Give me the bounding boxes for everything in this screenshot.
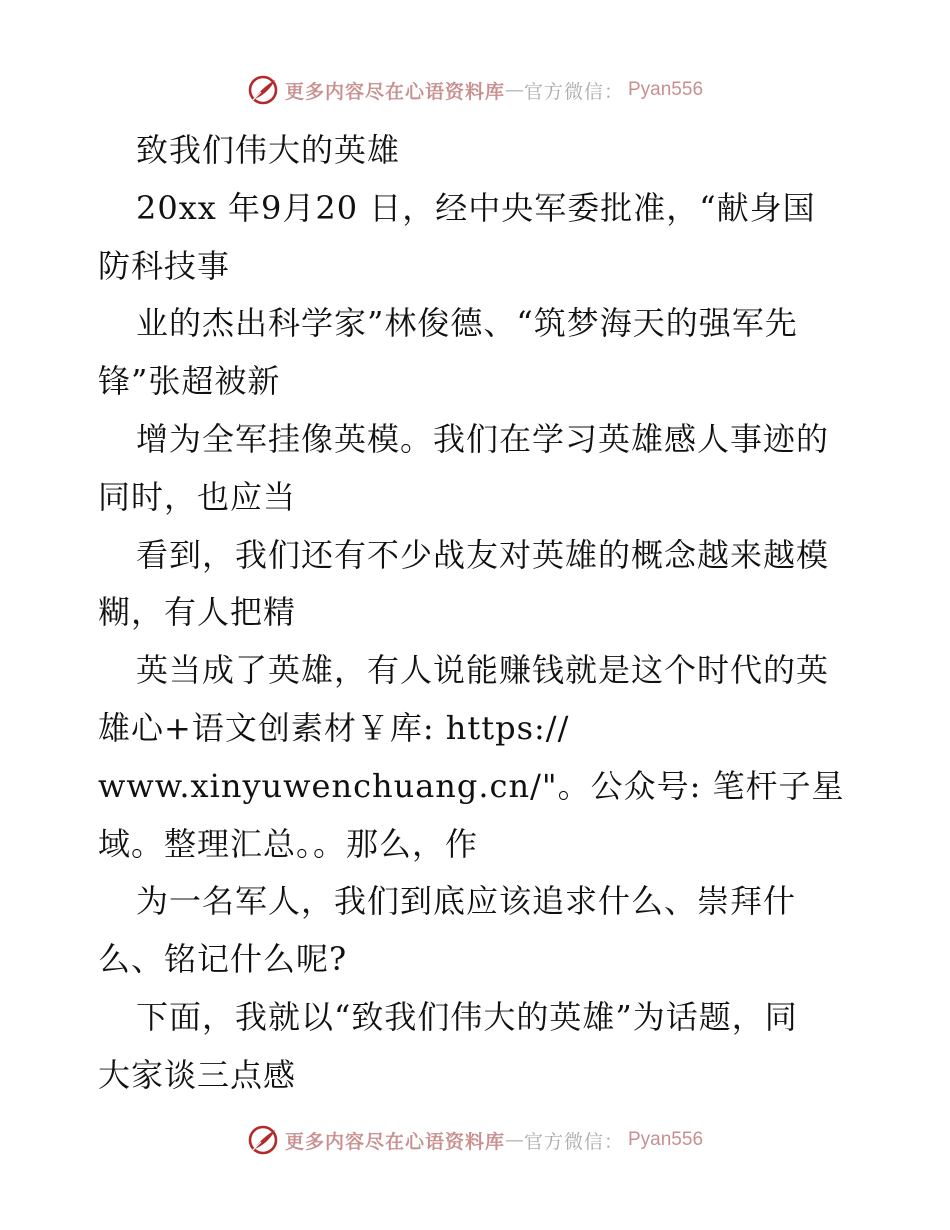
body-line-title: 致我们伟大的英雄 (136, 131, 401, 169)
document-body (98, 122, 858, 1105)
body-line: 英当成了英雄，有人说能赚钱就是这个时代的英 (136, 651, 830, 690)
banner-dash: — (504, 79, 524, 101)
quill-logo-icon (247, 74, 279, 106)
body-line: 域。整理汇总。。那么，作 (98, 824, 479, 863)
banner-wechat-label: 官方微信： (523, 1130, 624, 1153)
body-line: 锋”张超被新 (98, 362, 281, 401)
banner-wechat-id: Pyan556 (628, 1129, 704, 1150)
banner-dash: — (504, 1129, 524, 1151)
body-line: 雄心+语文创素材￥库: https:// (98, 708, 570, 747)
body-line: 20xx 年9月20 日，经中央军委批准，“献身国 (136, 188, 816, 227)
body-line: 为一名军人，我们到底应该追求什么、崇拜什 (136, 882, 797, 921)
header-banner (0, 70, 950, 110)
body-line: 增为全军挂像英模。我们在学习英雄感人事迹的 (136, 419, 830, 458)
quill-logo-icon (247, 1124, 279, 1156)
body-line: 业的杰出科学家”林俊德、“筑梦海天的强军先 (136, 304, 798, 343)
footer-banner (0, 1120, 950, 1160)
banner-brand-text: 更多内容尽在心语资料库 (284, 1130, 505, 1153)
body-line: 同时，也应当 (98, 477, 297, 516)
body-line: 下面，我就以“致我们伟大的英雄”为话题，同 (136, 997, 798, 1036)
banner-wechat-label: 官方微信： (523, 80, 624, 103)
body-line: www.xinyuwenchuang.cn/"。公众号: 笔杆子星 (98, 766, 845, 805)
body-line: 糊，有人把精 (98, 593, 297, 632)
banner-wechat-id: Pyan556 (628, 79, 704, 100)
body-line: 么、铭记什么呢? (98, 940, 348, 979)
body-line: 看到，我们还有不少战友对英雄的概念越来越模 (136, 535, 830, 574)
body-line: 防科技事 (98, 246, 231, 285)
body-line: 大家谈三点感 (98, 1055, 297, 1094)
banner-brand-text: 更多内容尽在心语资料库 (284, 80, 505, 103)
